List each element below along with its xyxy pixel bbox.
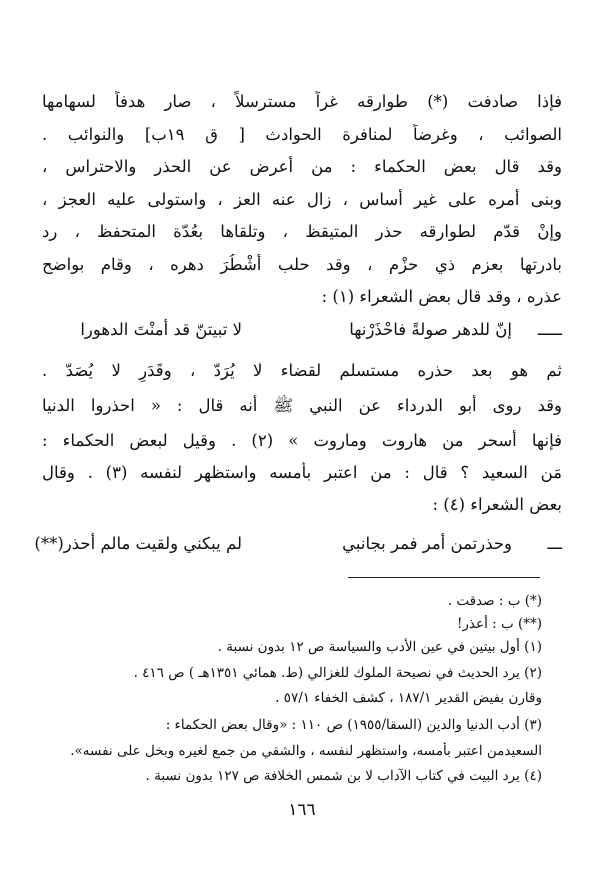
body-line: وقد روى أبو الدرداء عن النبي ﷺ أنه قال : « احذروا الدنيا — [42, 396, 562, 415]
body-line: فإذا صادفت (*) طوارقه غراً مسترسلاً ، صار هدفاً لسهامها — [42, 92, 562, 111]
footnote: (٣) أدب الدنيا والدين (السقا/١٩٥٥) ص ١١٠ : «وقال بعض الحكماء : — [165, 717, 542, 733]
poem-verse — [42, 318, 562, 342]
footnote: (٢) يرد الحديث في نصيحة الملوك للغزالي (ط. همائي ١٣٥١هـ ) ص ٤١٦ . — [133, 665, 542, 681]
verse-hemistich-second: لا تبيتنّ قد أمنْتَ الدهورا — [80, 320, 242, 339]
footnote: (**) ب : أعذر! — [456, 616, 542, 632]
footnote: السعيدمن اعتبر بأمسه، واستظهر لنفسه ، والشقي من جمع لغيره وبخل على نفسه». — [70, 743, 542, 759]
verse-hemistich-first: إنّ للدهر صولةً فاحْذَرْنها — [349, 320, 512, 339]
verse-dash: ـــ — [547, 534, 562, 553]
body-line: فإنها أسحر من هاروت وماروت » (٢) . وقيل لبعض الحكماء : — [42, 431, 562, 450]
poem-verse — [34, 532, 562, 556]
body-line: ثم هو بعد حذره مستسلم لقضاء لا يُرَدّ ، وقَدَرٍ لا يُصَدّ . — [42, 361, 562, 380]
body-line: الصوائب ، وغرضاً لمنافرة الحوادث [ ق ١٩ب] والنوائب . — [42, 125, 562, 144]
footnote: (٤) يرد البيت في كتاب الآداب لا بن شمس الخلافة ص ١٢٧ بدون نسبة . — [145, 768, 542, 784]
body-line: مَن السعيد ؟ قال : من اعتبر بأمسه واستظهر لنفسه (٣) . وقال — [42, 463, 562, 482]
footnote-separator — [348, 577, 540, 578]
footnote: وقارن بفيض القدير ١٨٧/١ ، كشف الخفاء ٥٧/١ . — [275, 690, 542, 706]
verse-hemistich-first: وحذرتمن أمر فمر بجانبي — [342, 534, 512, 553]
verse-hemistich-second: لم يبكني ولقيت مالم أحذر(**) — [34, 534, 242, 553]
body-line: وبنى أمره على غير أساس ، زال عنه العز ، واستولى عليه العجز ، — [42, 190, 562, 209]
body-line: عذره ، وقد قال بعض الشعراء (١) : — [321, 287, 562, 306]
footnote: (*) ب : صدقت . — [447, 593, 542, 609]
body-line: وقد قال بعض الحكماء : من أعرض عن الحذر والاحتراس ، — [42, 157, 562, 176]
body-line: بعض الشعراء (٤) : — [432, 495, 562, 514]
verse-dash: ـــــ — [537, 320, 562, 339]
body-line: بادرتها بعزم ذي حزْم ، وقد حلب أشْطُرَ دهره ، وقام بواضح — [42, 255, 562, 274]
footnote: (١) أول بيتين في عين الأدب والسياسة ص ١٢ بدون نسبة . — [217, 639, 542, 655]
page-number: ١٦٦ — [288, 800, 316, 820]
body-line: وإنْ قدّم لطوارقه حذر المتيقظ ، وتلقاها بعُدّة المتحفظ ، رد — [42, 222, 562, 241]
